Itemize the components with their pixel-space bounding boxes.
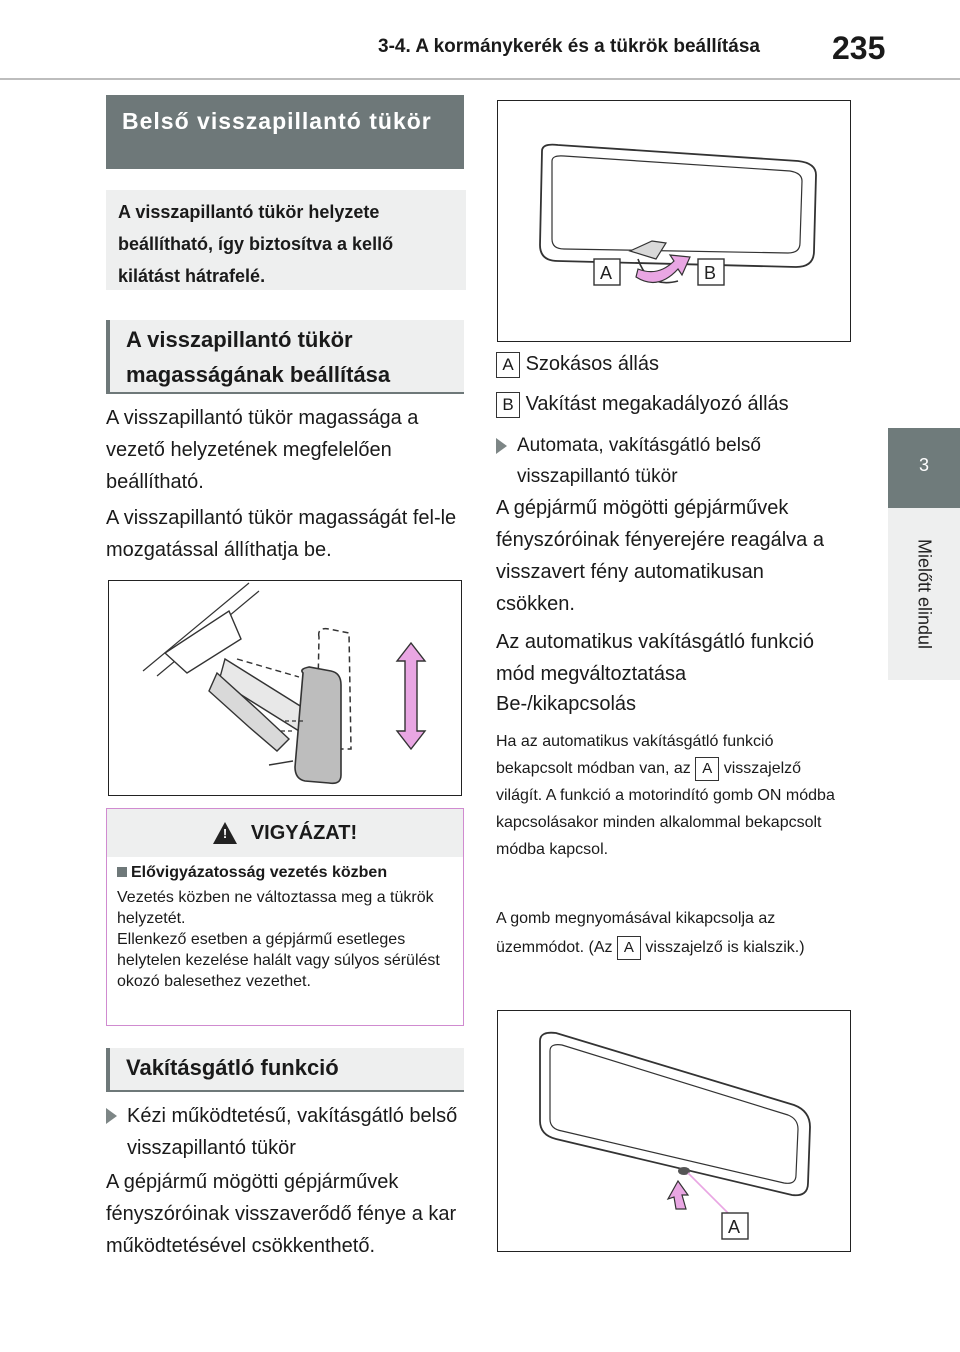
- intro-box: A visszapillantó tükör helyzete beállítható, így biztosítva a kellő kilátást hátrafelé.: [106, 190, 466, 290]
- legend-text-a: Szokásos állás: [525, 353, 659, 375]
- note-2: [496, 904, 846, 962]
- height-paragraph-1: A visszapillantó tükör magassága a vezető helyzetének megfelelően beállítható.: [106, 407, 419, 493]
- legend-text-b: Vakítást megakadályozó állás: [525, 393, 789, 415]
- manual-paragraph: A gépjármű mögötti gépjárművek fényszóróinak visszaverődő fénye a kar működtetésével csökkenthető.: [106, 1171, 457, 1257]
- height-adjust-figure: [108, 580, 462, 796]
- auto-mirror-figure: [497, 1010, 851, 1252]
- note-1-post: visszajelző világít. A funkció a motorindító gomb ON módba kapcsolásakor minden alkalommal bekapcsolt módba kapcsol.: [496, 760, 835, 858]
- legend-label-a: A: [496, 352, 520, 378]
- height-paragraph-2: A visszapillantó tükör magasságát fel-le mozgatással állíthatja be.: [106, 507, 457, 561]
- fig1-label-a: A: [600, 263, 613, 283]
- section-title: Belső visszapillantó tükör: [106, 95, 464, 169]
- height-heading: A visszapillantó tükör magasságának beállítása: [106, 320, 464, 394]
- auto-paragraph-2: Az automatikus vakításgátló funkció mód megváltoztatása: [496, 631, 814, 685]
- warning-icon: !: [213, 822, 237, 844]
- warning-subtitle: Elővigyázatosság vezetés közben: [131, 864, 388, 881]
- bullet-triangle-icon: [496, 438, 507, 454]
- auto-bullet: [496, 430, 846, 492]
- fig2-label-a: A: [728, 1217, 741, 1237]
- note-1: [496, 728, 846, 863]
- page-number: 235: [832, 30, 886, 66]
- bullet-triangle-icon: [106, 1108, 117, 1124]
- legend-item-a: [496, 348, 856, 380]
- chapter-label-text: Mielőtt elindul: [914, 538, 935, 650]
- chapter-number: 3: [918, 455, 929, 475]
- square-bullet-icon: [117, 867, 127, 877]
- antiglare-heading: Vakításgátló funkció: [106, 1048, 464, 1092]
- warning-title: VIGYÁZAT!: [250, 821, 358, 844]
- running-header: 3-4. A kormánykerék és a tükrök beállítása: [378, 36, 760, 57]
- legend-label-b: B: [496, 392, 520, 418]
- warning-header: [107, 809, 463, 857]
- note-1-label: A: [695, 757, 719, 781]
- warning-body-1: Vezetés közben ne változtassa meg a tükrök helyzetét.: [117, 889, 434, 927]
- manual-bullet-text: Kézi működtetésű, vakításgátló belső visszapillantó tükör: [127, 1105, 458, 1159]
- warning-subtitle-row: [117, 861, 453, 885]
- note-2-post: visszajelző is kialszik.): [645, 939, 805, 956]
- auto-paragraph-1: A gépjármű mögötti gépjárművek fényszóróinak fényerejére reagálva a visszavert fény automatikusan csökken.: [496, 497, 824, 615]
- note-1-pre: Ha az automatikus vakításgátló funkció bekapcsolt módban van, az: [496, 733, 774, 777]
- warning-box: [106, 808, 464, 1026]
- mirror-lever-illustration: [498, 101, 849, 340]
- mirror-position-figure: [497, 100, 851, 342]
- header-divider: [0, 78, 960, 80]
- manual-bullet: [106, 1100, 466, 1164]
- note-2-label: A: [617, 936, 641, 960]
- chapter-label: [888, 508, 960, 680]
- legend-item-b: [496, 388, 856, 420]
- auto-bullet-text: Automata, vakításgátló belső visszapillantó tükör: [517, 435, 761, 487]
- auto-mirror-illustration: [498, 1011, 849, 1250]
- fig1-label-b: B: [704, 263, 717, 283]
- warning-body-2: Ellenkező esetben a gépjármű esetleges helytelen kezelése halált vagy súlyos sérülést okozó balesethez vezethet.: [117, 931, 440, 990]
- mirror-height-illustration: [109, 581, 460, 794]
- note-2-pre: A gomb megnyomásával kikapcsolja az üzemmódot. (Az: [496, 910, 776, 956]
- auto-paragraph-3: Be-/kikapcsolás: [496, 693, 637, 715]
